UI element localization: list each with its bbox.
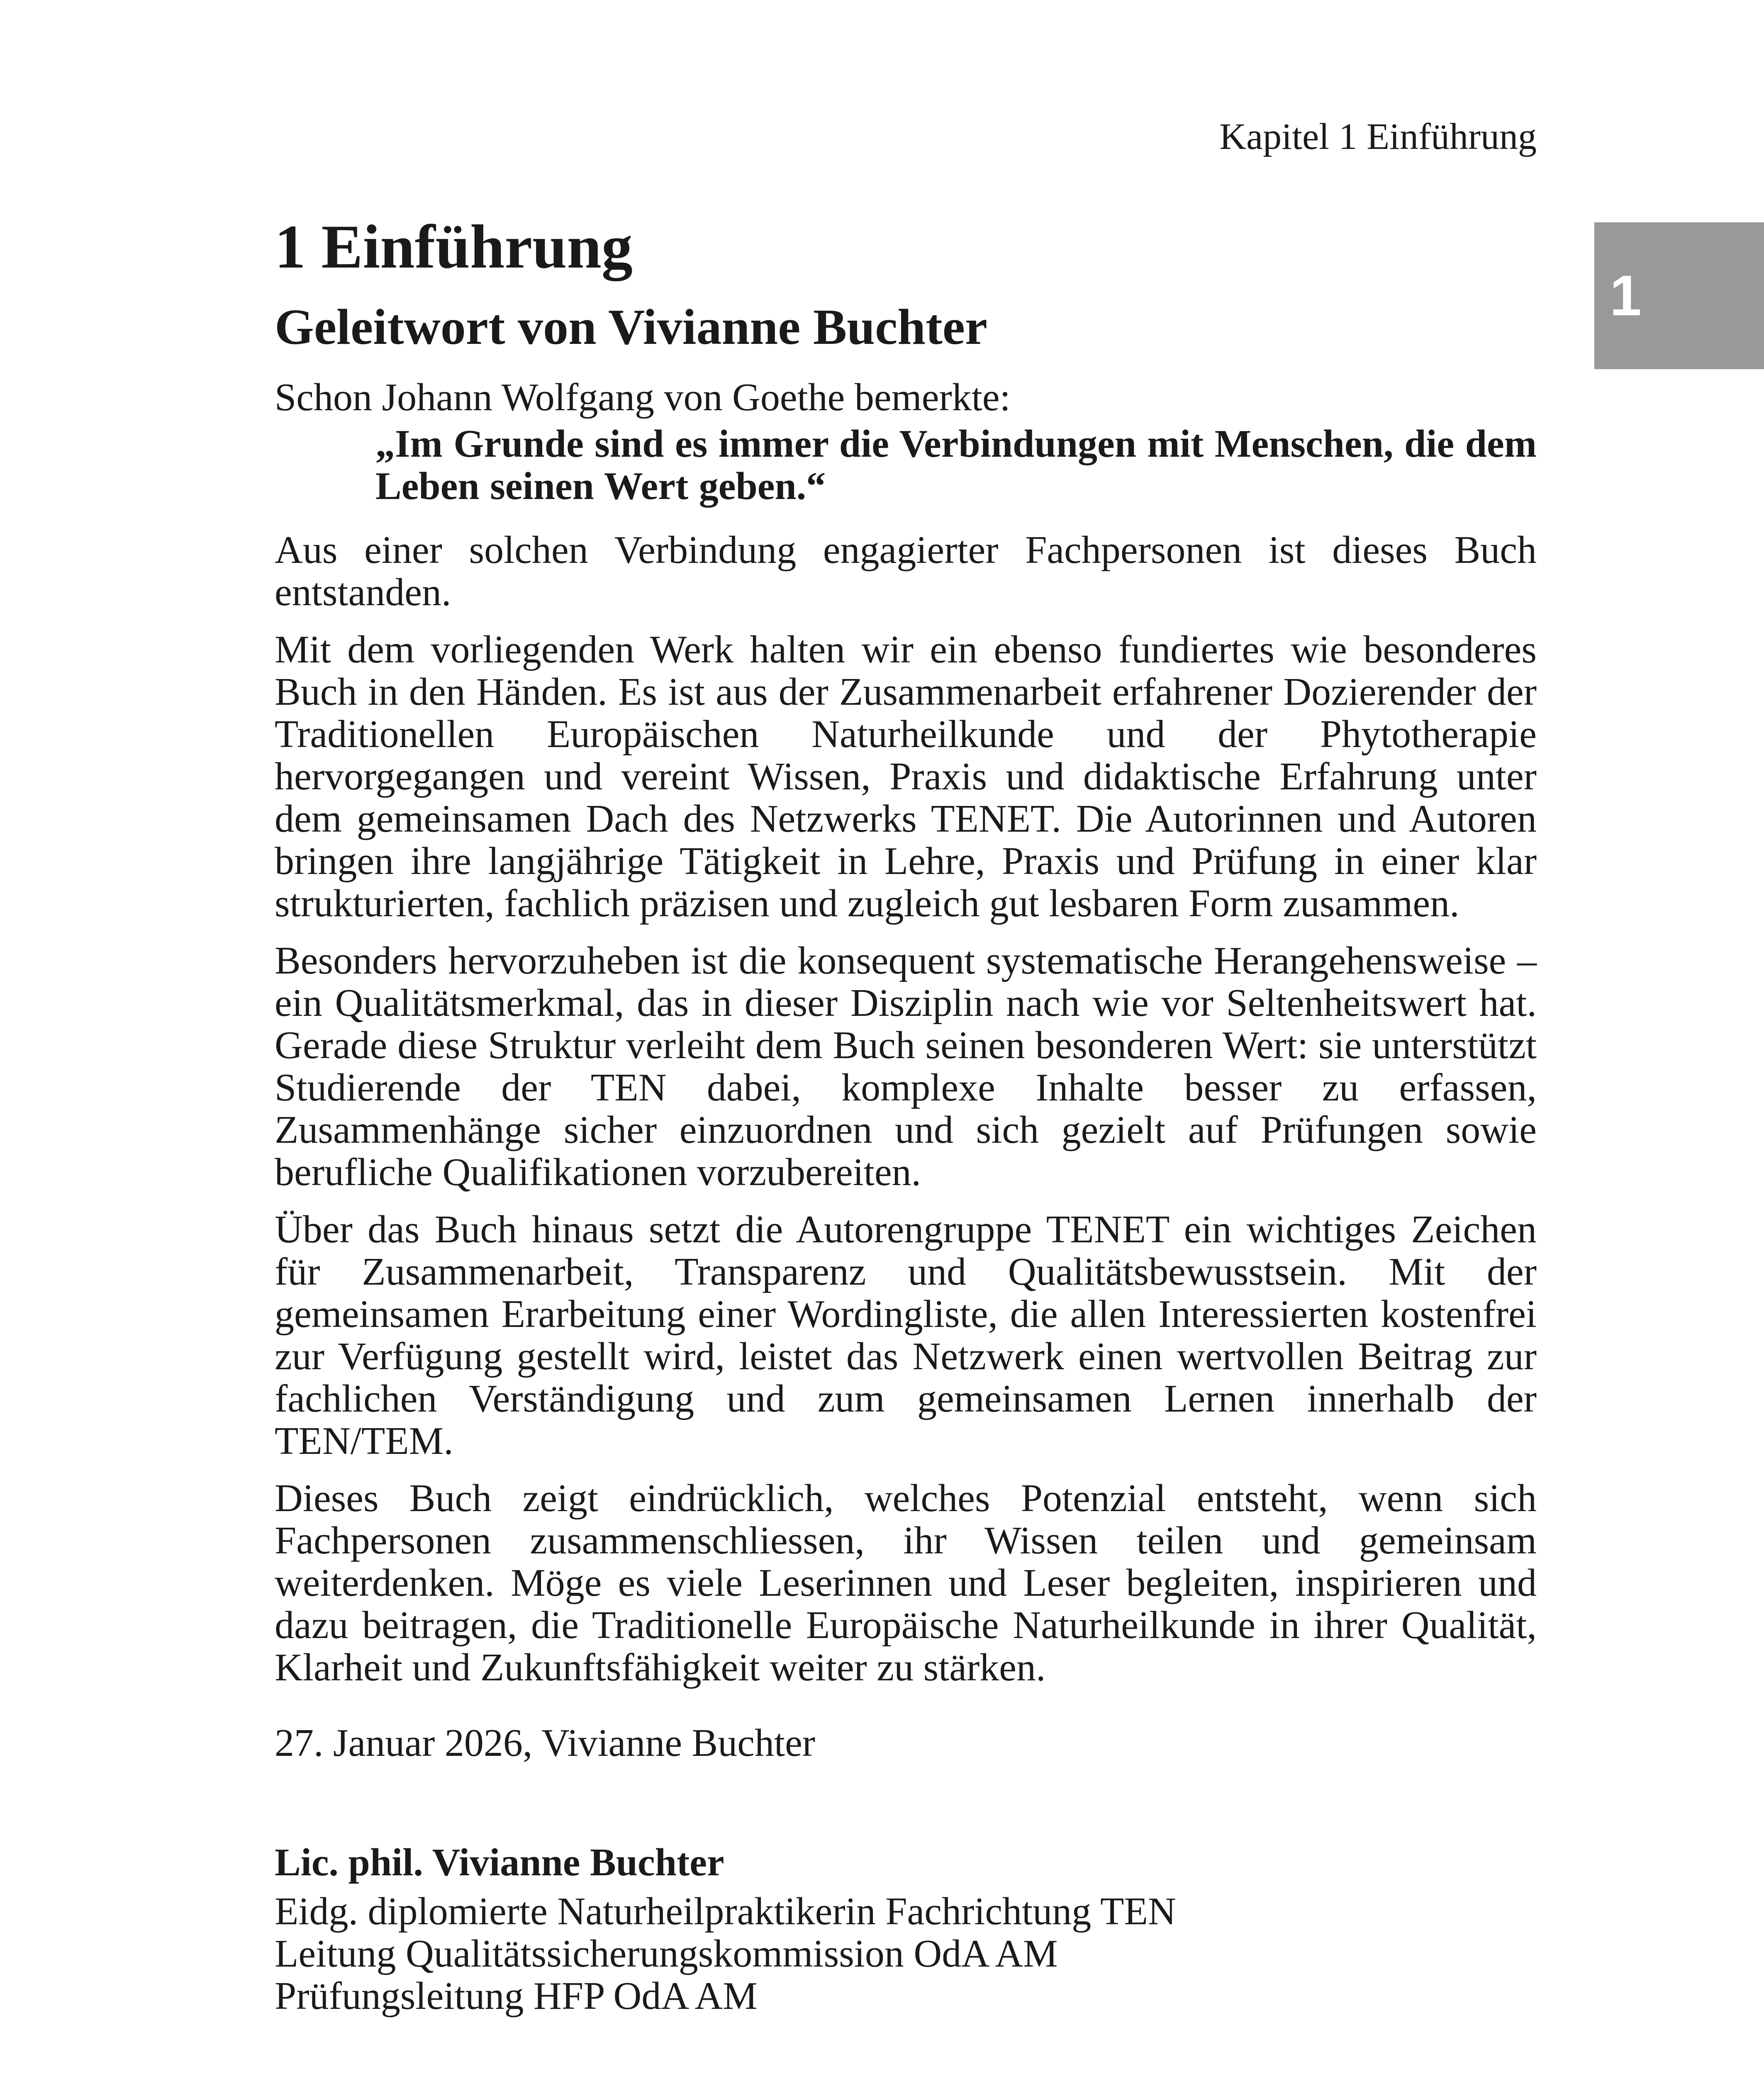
paragraph: Besonders hervorzuheben ist die konsequent systematische Herangehensweise – ein Qualitätsmerkmal, das in dieser Disziplin nach wie vor Seltenheitswert hat. Gerade diese Struktur verleiht dem Buch seinen besonderen Wert: sie unterstützt Studierende der TEN dabei, komplexe Inhalte besser zu erfassen, Zusammenhänge sicher einzuordnen und sich gezielt auf Prüfungen sowie berufliche Qualifikationen vorzubereiten.: [275, 939, 1537, 1194]
paragraph: Dieses Buch zeigt eindrücklich, welches Potenzial entsteht, wenn sich Fachpersonen zusammenschliessen, ihr Wissen teilen und gemeinsam weiterdenken. Möge es viele Leserinnen und Leser begleiten, inspirieren und dazu beitragen, die Traditionelle Europäische Naturheilkunde in ihrer Qualität, Klarheit und Zukunftsfähigkeit weiter zu stärken.: [275, 1477, 1537, 1689]
page-content: [275, 214, 1537, 2017]
signature-name: Lic. phil. Vivianne Buchter: [275, 1841, 724, 1884]
goethe-quote: „Im Grunde sind es immer die Verbindungen mit Menschen, die dem Leben seinen Wert geben.“: [375, 422, 1537, 508]
paragraph: Aus einer solchen Verbindung engagierter Fachpersonen ist dieses Buch entstanden.: [275, 528, 1537, 614]
signature-credential: Leitung Qualitätssicherungskommission OdA AM: [275, 1932, 1058, 1975]
chapter-title: 1 Einführung: [275, 212, 633, 281]
running-header: Kapitel 1 Einführung: [1219, 116, 1537, 157]
section-title: Geleitwort von Vivianne Buchter: [275, 299, 988, 355]
quote-intro: Schon Johann Wolfgang von Goethe bemerkte:: [275, 376, 1011, 419]
date-line: 27. Januar 2026, Vivianne Buchter: [275, 1721, 816, 1765]
chapter-tab: [1594, 222, 1764, 369]
signature-credential: Eidg. diplomierte Naturheilpraktikerin Fachrichtung TEN: [275, 1890, 1176, 1933]
paragraph: Mit dem vorliegenden Werk halten wir ein ebenso fundiertes wie besonderes Buch in den Händen. Es ist aus der Zusammenarbeit erfahrener Dozierender der Traditionellen Europäischen Naturheilkunde und der Phytotherapie hervorgegangen und vereint Wissen, Praxis und didaktische Erfahrung unter dem gemeinsamen Dach des Netzwerks TENET. Die Autorinnen und Autoren bringen ihre langjährige Tätigkeit in Lehre, Praxis und Prüfung in einer klar strukturierten, fachlich präzisen und zugleich gut lesbaren Form zusammen.: [275, 628, 1537, 925]
paragraph: Über das Buch hinaus setzt die Autorengruppe TENET ein wichtiges Zeichen für Zusammenarbeit, Transparenz und Qualitätsbewusstsein. Mit der gemeinsamen Erarbeitung einer Wordingliste, die allen Interessierten kostenfrei zur Verfügung gestellt wird, leistet das Netzwerk einen wertvollen Beitrag zur fachlichen Verständigung und zum gemeinsamen Lernen innerhalb der TEN/TEM.: [275, 1208, 1537, 1463]
chapter-tab-number: 1: [1610, 264, 1642, 328]
signature-credential: Prüfungsleitung HFP OdA AM: [275, 1974, 758, 2018]
